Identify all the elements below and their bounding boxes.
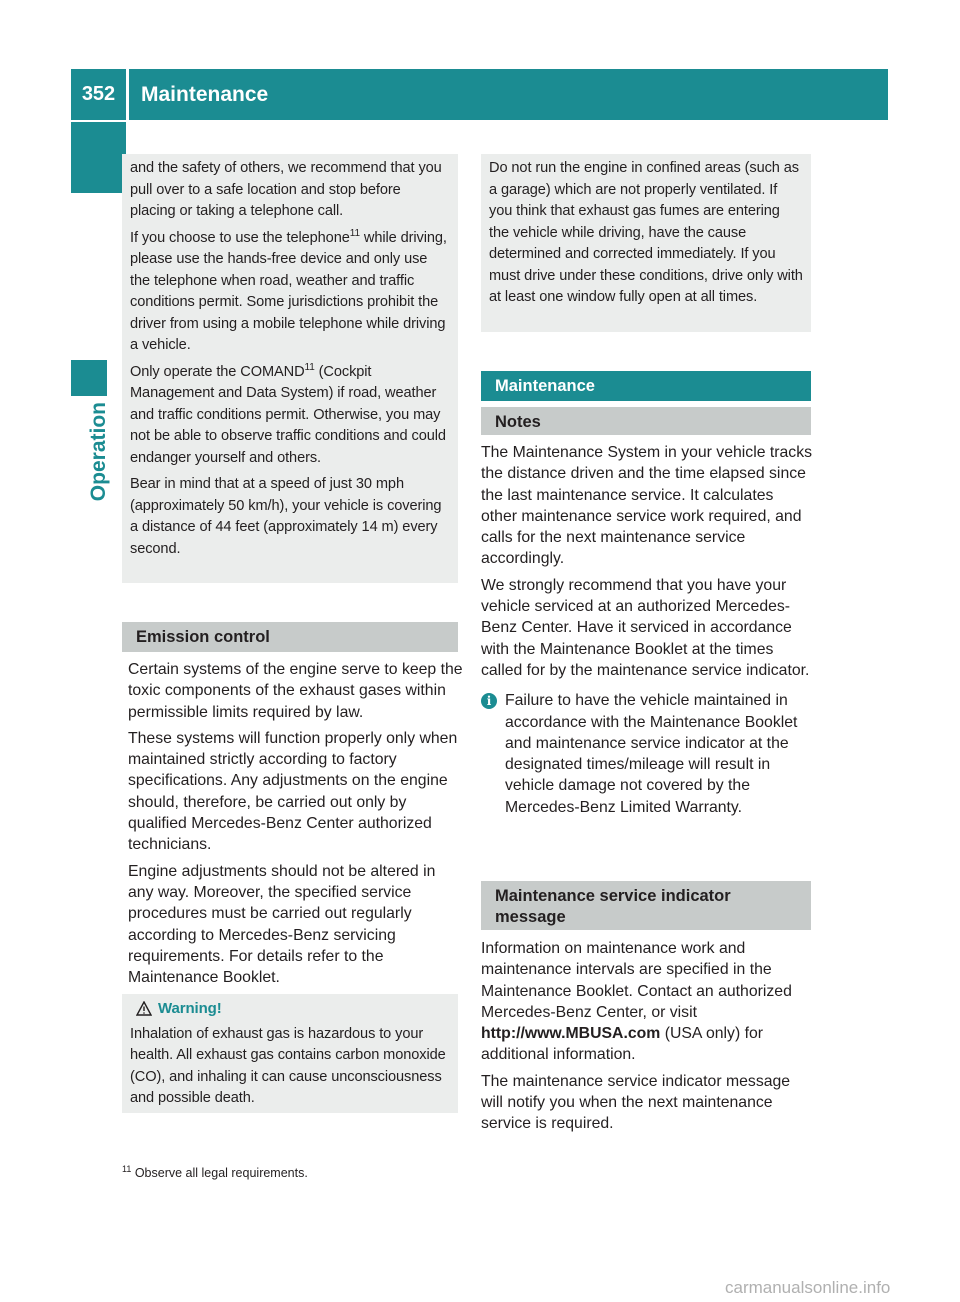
warning-label: Warning!: [158, 1000, 222, 1017]
box-paragraph: and the safety of others, we recommend that you pull over to a safe location and stop before placing or taking a telephone call.: [130, 160, 442, 219]
box-paragraph: Bear in mind that at a speed of just 30 mph (approximately 50 km/h), your vehicle is covering a distance of 44 feet (approximately 14 m) every second.: [130, 476, 442, 557]
box-paragraph: If you choose to use the telephone$^{11}$ while driving, please use the hands-free device and only use the telephone when road, weather and traffic conditions permit. Some jurisdictions prohibit the driver from using a mobile telephone while driving a vehicle.: [130, 227, 447, 353]
paragraph: Information on maintenance work and maintenance intervals are specified in the Maintenance Booklet. Contact an authorized Mercedes-Benz Center, or visit http://www.MBUSA.com (USA only) for additional information.: [481, 940, 792, 1064]
safety-note-box: [122, 154, 458, 583]
mbusa-link[interactable]: http://www.MBUSA.com: [481, 1025, 661, 1043]
paragraph: These systems will function properly only when maintained strictly according to factory specifications. Any adjustments on the engine should, therefore, be carried out only by qualified Mercedes-Benz Center authorized technicians.: [128, 729, 458, 854]
footnote-ref: 11: [349, 227, 360, 239]
footnote: $^{11}$ Observe all legal requirements.: [122, 1163, 308, 1180]
side-tab-marker: [71, 360, 107, 396]
info-note: [481, 690, 813, 818]
emission-control-heading: Emission control: [122, 622, 458, 652]
maintenance-section-heading: Maintenance: [481, 371, 811, 401]
chapter-title: Maintenance: [129, 69, 888, 120]
ventilation-note-box: [481, 154, 811, 332]
indicator-text: [481, 938, 813, 1140]
side-tab-label: Operation: [87, 402, 110, 502]
warning-text: Inhalation of exhaust gas is hazardous to your health. All exhaust gas contains carbon monoxide (CO), and inhaling it can cause unconsciousness and possible death.: [130, 1025, 446, 1106]
indicator-heading: Maintenance service indicator message: [481, 881, 811, 930]
paragraph: Certain systems of the engine serve to keep the toxic components of the exhaust gases within permissible limits required by law.: [128, 661, 463, 721]
page-number: 352: [71, 69, 126, 120]
notes-heading: Notes: [481, 407, 811, 435]
paragraph: The maintenance service indicator message will notify you when the next maintenance service is required.: [481, 1072, 791, 1133]
info-icon: i: [481, 693, 497, 709]
info-note-text: Failure to have the vehicle maintained in accordance with the Maintenance Booklet and maintenance service indicator at the designated times/mileage will result in vehicle damage not covered by the Mercedes-Benz Limited Warranty.: [505, 692, 798, 816]
emission-text: [128, 659, 464, 993]
watermark: carmanualsonline.info: [725, 1278, 891, 1297]
box-paragraph: Do not run the engine in confined areas (such as a garage) which are not properly ventilated. If you think that exhaust gas fumes are entering the vehicle while driving, have the cause determined and corrected immediately. If you must drive under these conditions, drive only with at least one window fully open at all times.: [489, 160, 803, 305]
paragraph: Engine adjustments should not be altered in any way. Moreover, the specified service procedures must be carried out regularly according to Mercedes-Benz servicing requirements. For details refer to the Maintenance Booklet.: [128, 862, 436, 987]
box-paragraph: Only operate the COMAND$^{11}$ (Cockpit Management and Data System) if road, weather and traffic conditions permit. Otherwise, you may not be able to observe traffic conditions and could endanger yourself and others.: [130, 361, 446, 466]
warning-header: [130, 998, 450, 1020]
side-tab-bar: [71, 122, 126, 193]
notes-text: [481, 442, 813, 818]
warning-triangle-icon: [136, 1001, 152, 1016]
footnote-ref: 11: [304, 361, 315, 373]
paragraph: We strongly recommend that you have your vehicle serviced at an authorized Mercedes-Benz Center. Have it serviced in accordance with the Maintenance Booklet at the times called for by the maintenance service indicator.: [481, 576, 810, 679]
warning-box: [122, 994, 458, 1113]
paragraph: The Maintenance System in your vehicle tracks the distance driven and the time elapsed since the last maintenance service. It calculates other maintenance service work required, and calls for the next maintenance service accordingly.: [481, 444, 813, 568]
